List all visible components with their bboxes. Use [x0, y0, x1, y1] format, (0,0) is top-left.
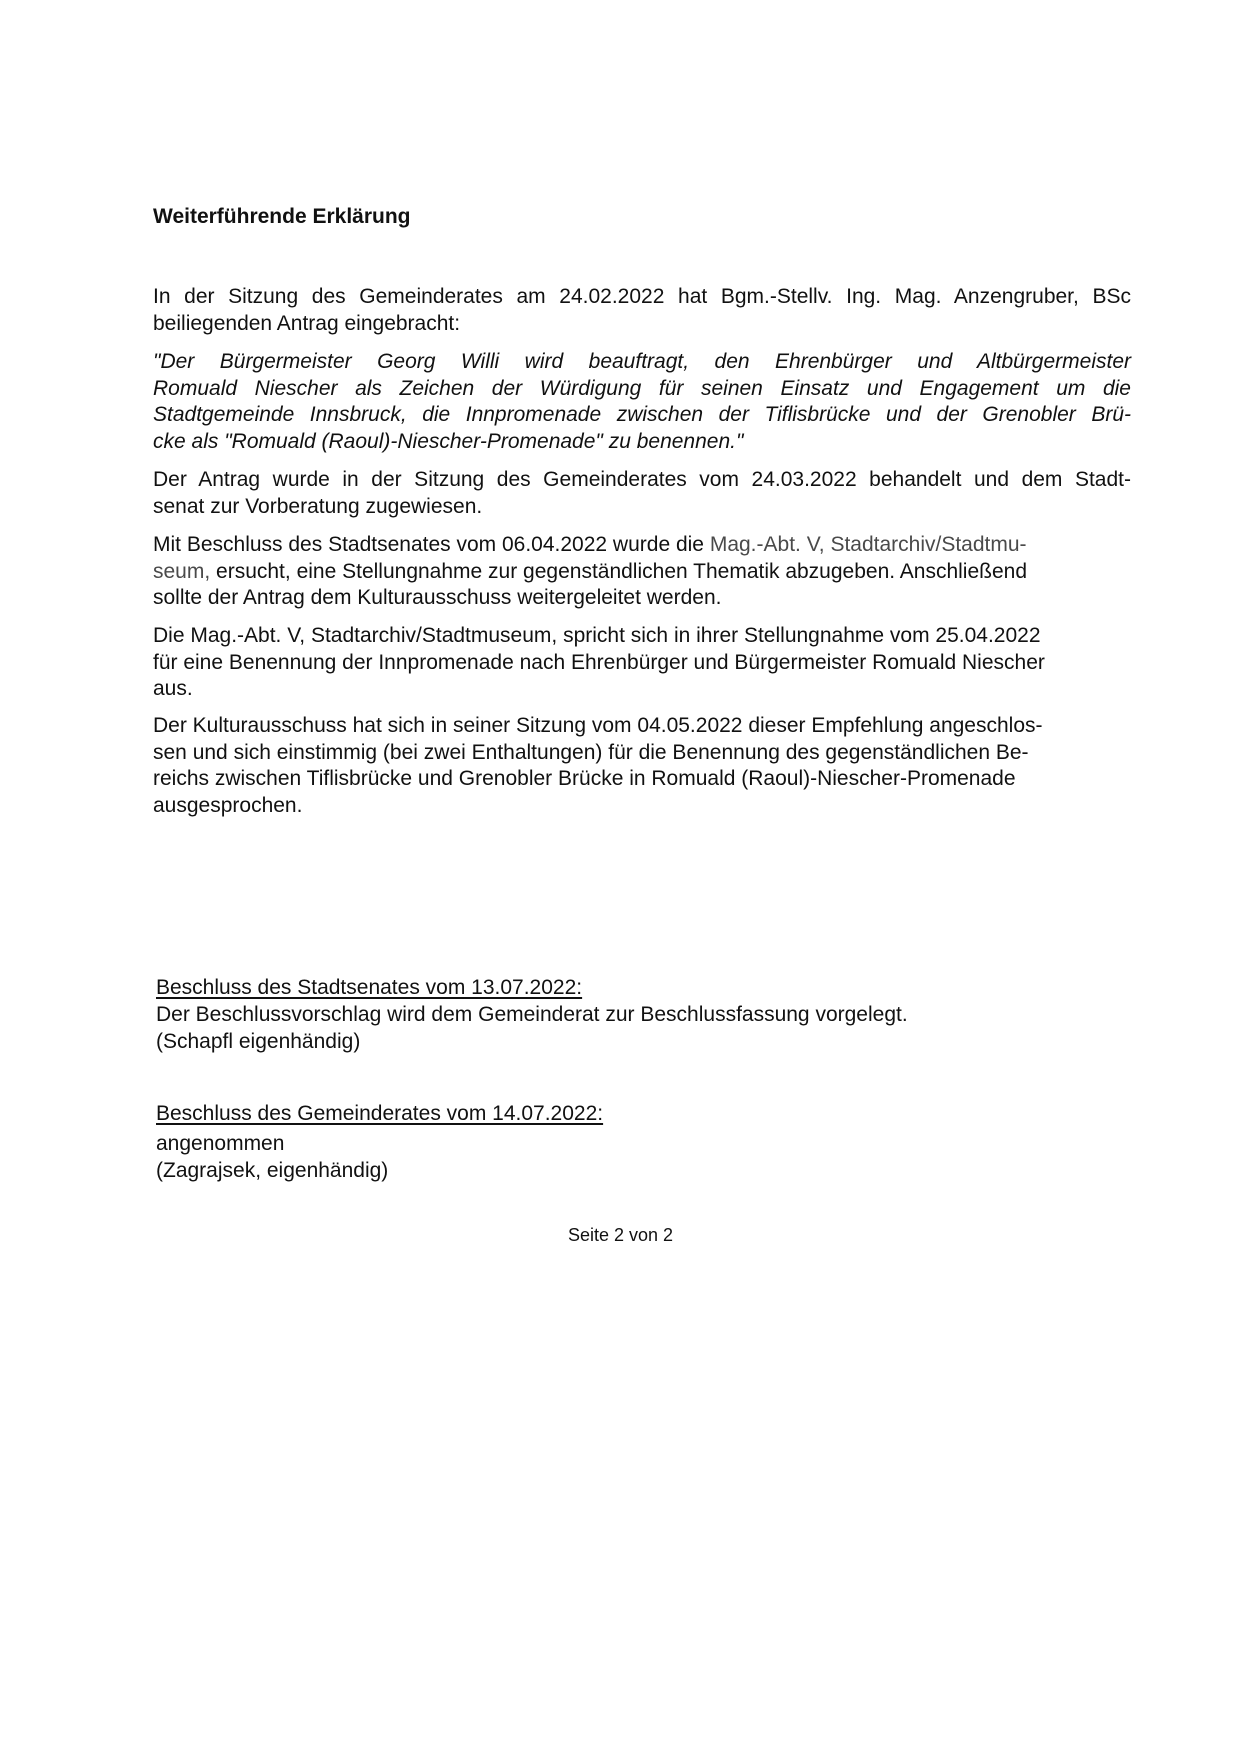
- text-line: Die Mag.-Abt. V, Stadtarchiv/Stadtmuseum, spricht sich in ihrer Stellungnahme vom 25.04.2022: [153, 624, 1041, 647]
- text-line: cke als "Romuald (Raoul)-Niescher-Promenade" zu benennen.": [153, 429, 744, 453]
- text-line: In der Sitzung des Gemeinderates am 24.02.2022 hat Bgm.-Stellv. Ing. Mag. Anzengruber, BSc: [153, 285, 1131, 308]
- senate-decision: [156, 974, 908, 1055]
- text-line: beiliegenden Antrag eingebracht:: [153, 311, 461, 335]
- text-fragment: Mit Beschluss des Stadtsenates vom 06.04.2022 wurde die: [153, 533, 704, 556]
- text-line: für eine Benennung der Innpromenade nach Ehrenbürger und Bürgermeister Romuald Niescher: [153, 650, 1045, 674]
- text-line: "Der Bürgermeister Georg Willi wird beauftragt, den Ehrenbürger und Altbürgermeister: [153, 350, 1131, 373]
- text-line: ausgesprochen.: [153, 793, 303, 817]
- section-heading: Weiterführende Erklärung: [153, 205, 411, 228]
- text-line: sollte der Antrag dem Kulturausschuss weitergeleitet werden.: [153, 586, 722, 609]
- text-line: [153, 559, 1131, 586]
- text-line: sen und sich einstimmig (bei zwei Enthaltungen) für die Benennung des gegenständlichen Be-: [153, 740, 1029, 764]
- senate-decision-title: Beschluss des Stadtsenates vom 13.07.2022:: [156, 976, 583, 999]
- paragraph-quote: [153, 349, 1131, 455]
- senate-decision-text: Der Beschlussvorschlag wird dem Gemeinderat zur Beschlussfassung vorgelegt.: [156, 1003, 908, 1026]
- page-number: Seite 2 von 2: [567, 1225, 674, 1245]
- senate-decision-signature: (Schapfl eigenhändig): [156, 1030, 361, 1053]
- paragraph-committee: [153, 713, 1131, 819]
- department-reference: seum,: [153, 559, 211, 583]
- text-line: Stadtgemeinde Innsbruck, die Innpromenade zwischen der Tiflisbrücke und der Grenobler Brü-: [153, 403, 1131, 426]
- council-decision: [156, 1100, 603, 1184]
- council-decision-title: Beschluss des Gemeinderates vom 14.07.2022:: [156, 1102, 604, 1125]
- council-decision-signature: (Zagrajsek, eigenhändig): [156, 1159, 389, 1182]
- text-line: Der Antrag wurde in der Sitzung des Gemeinderates vom 24.03.2022 behandelt und dem Stadt-: [153, 468, 1131, 491]
- text-line: reichs zwischen Tiflisbrücke und Grenobler Brücke in Romuald (Raoul)-Niescher-Promenade: [153, 767, 1016, 790]
- paragraph-intro: [153, 284, 1131, 337]
- text-fragment: ersucht, eine Stellungnahme zur gegenständlichen Thematik abzugeben. Anschließend: [216, 559, 1028, 583]
- text-line: Der Kulturausschuss hat sich in seiner Sitzung vom 04.05.2022 dieser Empfehlung angeschlos-: [153, 714, 1043, 737]
- text-line: aus.: [153, 677, 193, 700]
- council-decision-text: angenommen: [156, 1132, 285, 1155]
- paragraph-referral: [153, 467, 1131, 520]
- paragraph-statement: [153, 623, 1131, 703]
- text-line: Romuald Niescher als Zeichen der Würdigung für seinen Einsatz und Engagement um die: [153, 376, 1131, 400]
- text-line: [153, 532, 1131, 559]
- department-reference: Mag.-Abt. V, Stadtarchiv/Stadtmu-: [709, 533, 1027, 556]
- paragraph-senate-request: [153, 532, 1131, 612]
- text-line: senat zur Vorberatung zugewiesen.: [153, 494, 483, 518]
